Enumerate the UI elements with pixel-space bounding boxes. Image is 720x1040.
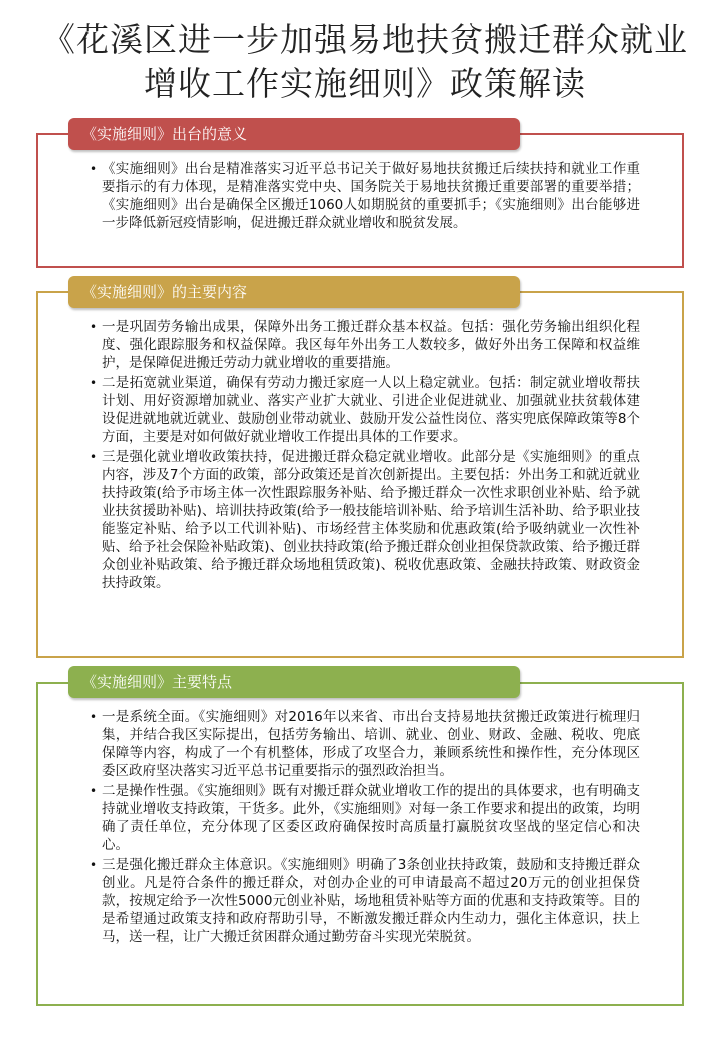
page-title: 《花溪区进一步加强易地扶贫搬迁群众就业增收工作实施细则》政策解读 <box>42 20 688 103</box>
significance-list <box>92 160 640 234</box>
list-item: • 《实施细则》出台是精准落实习近平总书记关于做好易地扶贫搬迁后续扶持和就业工作重要指示的有力体现，是精准落实党中央、国务院关于易地扶贫搬迁重要部署的重要举措；《实施细则》出台是确保全区搬迁1060人如期脱贫的重要抓手；《实施细则》出台能够进一步降低新冠疫情影响，促进搬迁群众就业增收和脱贫发展。 <box>92 160 640 232</box>
section-heading-main-content: 《实施细则》的主要内容 <box>68 276 520 308</box>
list-item: • 二是拓宽就业渠道，确保有劳动力搬迁家庭一人以上稳定就业。包括：制定就业增收帮扶计划、用好资源增加就业、落实产业扩大就业、引进企业促进就业、加强就业扶贫载体建设促进就地就近就业、鼓励创业带动就业、鼓励开发公益性岗位、落实兜底保障政策等8个方面，主要是对如何做好就业增收工作提出具体的工作要求。 <box>92 374 640 446</box>
list-item: • 三是强化搬迁群众主体意识。《实施细则》明确了3条创业扶持政策，鼓励和支持搬迁群众创业。凡是符合条件的搬迁群众，对创办企业的可申请最高不超过20万元的创业担保贷款，按规定给予一次性5000元创业补贴，场地租赁补贴等方面的优惠和支持政策等。目的是希望通过政策支持和政府帮助引导，不断激发搬迁群众内生动力，强化主体意识，扶上马，送一程，让广大搬迁贫困群众通过勤劳奋斗实现光荣脱贫。 <box>92 856 640 946</box>
section-heading-significance: 《实施细则》出台的意义 <box>68 118 520 150</box>
list-item: • 三是强化就业增收政策扶持，促进搬迁群众稳定就业增收。此部分是《实施细则》的重点内容，涉及7个方面的政策，部分政策还是首次创新提出。主要包括：外出务工和就近就业扶持政策(给予市场主体一次性跟踪服务补贴、给予搬迁群众一次性求职创业补贴、给予就业扶贫援助补贴)、培训扶持政策(给予一般技能培训补贴、给予培训生活补助、给予职业技能鉴定补贴、给予以工代训补贴)、市场经营主体奖励和优惠政策(给予吸纳就业一次性补贴、给予社会保险补贴政策)、创业扶持政策(给予搬迁群众创业担保贷款政策、给予搬迁群众创业补贴政策、给予搬迁群众场地租赁政策)、税收优惠政策、金融扶持政策、财政资金扶持政策。 <box>92 448 640 592</box>
list-item: • 一是巩固劳务输出成果，保障外出务工搬迁群众基本权益。包括：强化劳务输出组织化程度、强化跟踪服务和权益保障。我区每年外出务工人数较多，做好外出务工保障和权益维护，是保障促进搬迁劳动力就业增收的重要措施。 <box>92 318 640 372</box>
main-content-list <box>92 318 640 594</box>
list-item: • 一是系统全面。《实施细则》对2016年以来省、市出台支持易地扶贫搬迁政策进行梳理归集，并结合我区实际提出，包括劳务输出、培训、就业、创业、财政、金融、税收、兜底保障等内容，构成了一个有机整体，形成了攻坚合力，兼顾系统性和操作性，充分体现区委区政府坚决落实习近平总书记重要指示的强烈政治担当。 <box>92 708 640 780</box>
list-item: • 二是操作性强。《实施细则》既有对搬迁群众就业增收工作的提出的具体要求，也有明确支持就业增收支持政策，干货多。此外，《实施细则》对每一条工作要求和提出的政策，均明确了责任单位，充分体现了区委区政府确保按时高质量打赢脱贫攻坚战的坚定信心和决心。 <box>92 782 640 854</box>
section-heading-features: 《实施细则》主要特点 <box>68 666 520 698</box>
features-list <box>92 708 640 948</box>
